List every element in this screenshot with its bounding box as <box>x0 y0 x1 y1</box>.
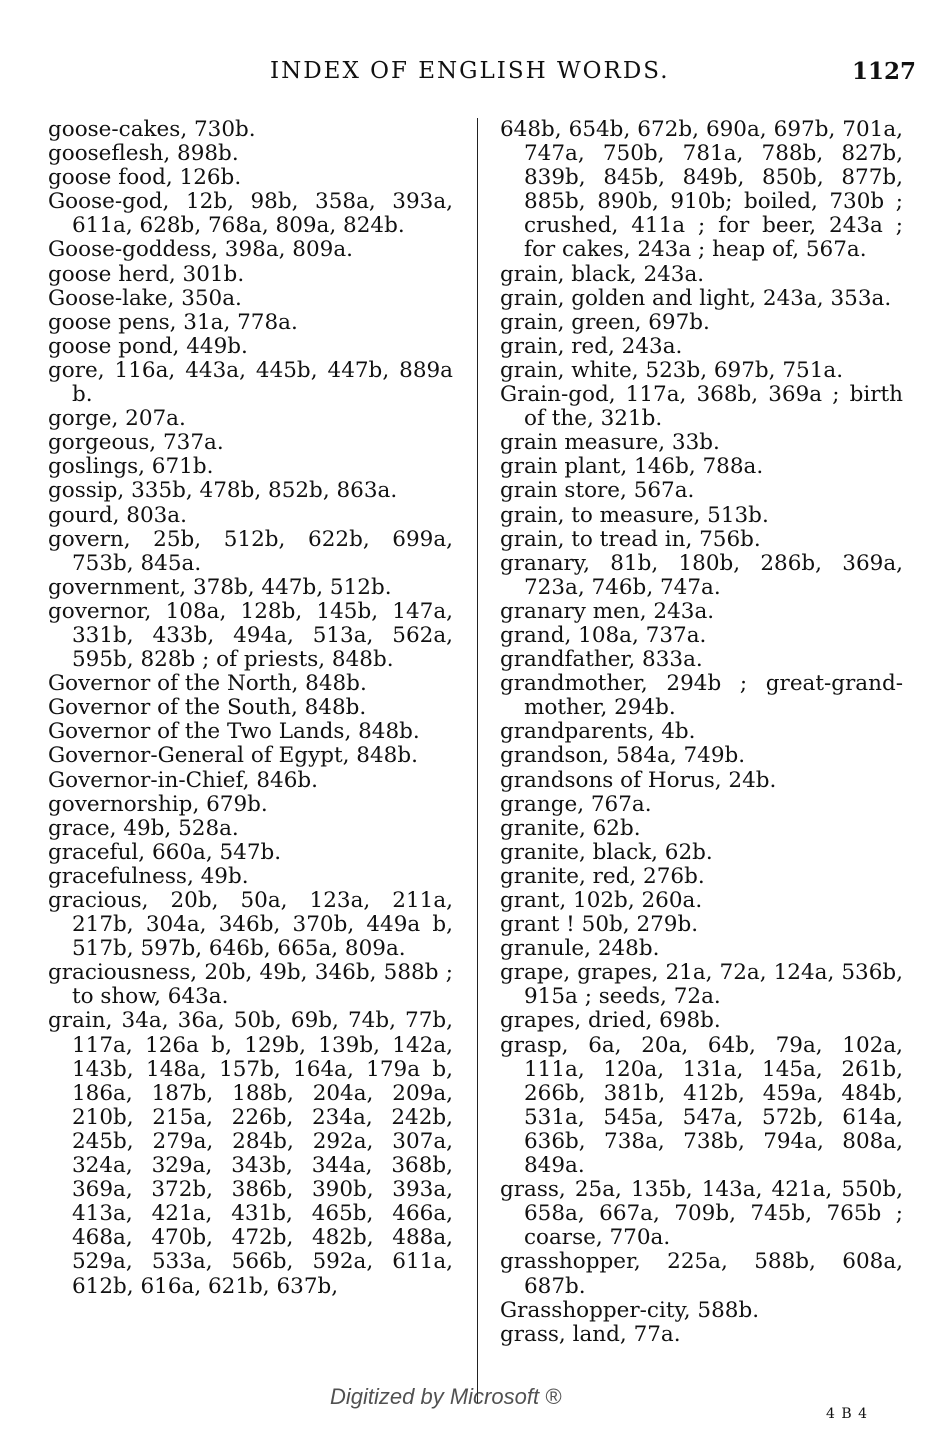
index-entry: grandparents, 4b. <box>500 719 696 745</box>
index-entry: Governor of the Two Lands, 848b. <box>48 719 420 745</box>
right-column <box>500 118 903 1347</box>
index-entry: grandfather, 833a. <box>500 647 703 673</box>
index-entry: grand, 108a, 737a. <box>500 622 707 648</box>
index-entry: grain measure, 33b. <box>500 430 720 456</box>
index-entry: graciousness, 20b, 49b, 346b, 588b ; to show, 643a. <box>48 960 453 1010</box>
index-entry: Goose-god, 12b, 98b, 358a, 393a, 611a, 628b, 768a, 809a, 824b. <box>48 189 453 239</box>
index-entry: goose-cakes, 730b. <box>48 117 256 142</box>
index-entry: grain, white, 523b, 697b, 751a. <box>500 357 844 383</box>
index-entry: governorship, 679b. <box>48 791 268 817</box>
index-entry: grain, golden and light, 243a, 353a. <box>500 285 892 311</box>
index-entry: goose food, 126b. <box>48 165 242 191</box>
index-entry: grass, land, 77a. <box>500 1321 681 1347</box>
index-entry: grasshopper, 225a, 588b, 608a, 687b. <box>500 1249 903 1299</box>
page-title: INDEX OF ENGLISH WORDS. <box>270 58 670 84</box>
index-entry: gorge, 207a. <box>48 406 186 432</box>
index-entry: grange, 767a. <box>500 791 652 817</box>
index-entry: graceful, 660a, 547b. <box>48 839 282 865</box>
index-entry: government, 378b, 447b, 512b. <box>48 574 392 600</box>
index-entry: granite, black, 62b. <box>500 839 713 865</box>
index-entry: grasp, 6a, 20a, 64b, 79a, 102a, 111a, 120a, 131a, 145a, 261b, 266b, 381b, 412b, 459a, 484b, 531a, 545a, 547a, 572b, 614a, 636b, 738a, 738b, 794a, 808a, 849a. <box>500 1032 903 1179</box>
index-entry: gooseflesh, 898b. <box>48 141 239 167</box>
index-entry: granule, 248b. <box>500 936 660 962</box>
index-entry: Governor-General of Egypt, 848b. <box>48 743 418 769</box>
digitization-watermark: Digitized by Microsoft ® <box>330 1384 562 1409</box>
page-number: 1127 <box>852 58 917 85</box>
index-entry: grain, black, 243a. <box>500 261 705 287</box>
index-entry: grandson, 584a, 749b. <box>500 743 746 769</box>
index-entry: govern, 25b, 512b, 622b, 699a, 753b, 845a. <box>48 526 453 576</box>
index-entry: grain, to tread in, 756b. <box>500 526 761 552</box>
index-entry: granite, 62b. <box>500 815 641 841</box>
index-entry: granary men, 243a. <box>500 598 715 624</box>
index-entry: Governor-in-Chief, 846b. <box>48 767 318 793</box>
index-entry: grain, green, 697b. <box>500 309 710 335</box>
index-entry: grandsons of Horus, 24b. <box>500 767 777 793</box>
index-entry: Grasshopper-city, 588b. <box>500 1297 760 1323</box>
index-entry: gracious, 20b, 50a, 123a, 211a, 217b, 304a, 346b, 370b, 449a b, 517b, 597b, 646b, 665a, 809a. <box>48 888 453 962</box>
index-entry: Governor of the North, 848b. <box>48 671 367 697</box>
index-entry: goose herd, 301b. <box>48 261 245 287</box>
index-entry: grain, to measure, 513b. <box>500 502 769 528</box>
index-entry: grain, 34a, 36a, 50b, 69b, 74b, 77b, 117a, 126a b, 129b, 139b, 142a, 143b, 148a, 157b, 164a, 179a b, 186a, 187b, 188b, 204a, 209a, 210b, 215a, 226b, 234a, 242b, 245b, 279a, 284b, 292a, 307a, 324a, 329a, 343b, 344a, 368b, 369a, 372b, 386b, 390b, 393a, 413a, 421a, 431b, 465b, 466a, 468a, 470b, 472b, 482b, 488a, 529a, 533a, 566b, 592a, 611a, 612b, 616a, 621b, 637b, <box>48 1008 453 1299</box>
page-header <box>0 58 938 92</box>
index-entry: governor, 108a, 128b, 145b, 147a, 331b, 433b, 494a, 513a, 562a, 595b, 828b ; of priests, 848b. <box>48 598 453 673</box>
index-entry: gossip, 335b, 478b, 852b, 863a. <box>48 478 398 504</box>
signature-mark: 4 B 4 <box>826 1406 869 1422</box>
index-entry: grandmother, 294b ; great-grand-mother, 294b. <box>500 671 903 721</box>
index-entry: Governor of the South, 848b. <box>48 695 367 721</box>
index-entry: grape, grapes, 21a, 72a, 124a, 536b, 915a ; seeds, 72a. <box>500 960 903 1010</box>
index-entry: grass, 25a, 135b, 143a, 421a, 550b, 658a, 667a, 709b, 745b, 765b ; coarse, 770a. <box>500 1177 903 1251</box>
index-entry: Goose-lake, 350a. <box>48 285 242 311</box>
index-entry: goslings, 671b. <box>48 454 214 480</box>
index-entry: granite, red, 276b. <box>500 863 705 889</box>
index-entry: grant ! 50b, 279b. <box>500 912 699 938</box>
index-entry: gorgeous, 737a. <box>48 430 224 456</box>
index-entry: gore, 116a, 443a, 445b, 447b, 889a b. <box>48 357 453 408</box>
index-entry: Grain-god, 117a, 368b, 369a ; birth of the, 321b. <box>500 382 903 432</box>
column-divider <box>477 118 478 1403</box>
index-entry: grant, 102b, 260a. <box>500 888 703 913</box>
index-entry: grain plant, 146b, 788a. <box>500 454 764 480</box>
index-entry: grain, red, 243a. <box>500 333 683 359</box>
index-entry: 648b, 654b, 672b, 690a, 697b, 701a, 747a, 750b, 781a, 788b, 827b, 839b, 845b, 849b, 850b, 877b, 885b, 890b, 910b; boiled, 730b ; crushed, 411a ; for beer, 243a ; for cakes, 243a ; heap of, 567a. <box>500 117 903 263</box>
index-entry: gourd, 803a. <box>48 502 187 528</box>
index-entry: granary, 81b, 180b, 286b, 369a, 723a, 746b, 747a. <box>500 550 903 600</box>
index-entry: grace, 49b, 528a. <box>48 815 239 841</box>
index-entry: grain store, 567a. <box>500 478 695 504</box>
index-entry: Goose-goddess, 398a, 809a. <box>48 237 353 263</box>
index-entry: grapes, dried, 698b. <box>500 1008 721 1034</box>
index-entry: goose pond, 449b. <box>48 333 248 359</box>
left-column <box>48 118 453 1299</box>
index-entry: gracefulness, 49b. <box>48 863 249 889</box>
index-entry: goose pens, 31a, 778a. <box>48 309 298 335</box>
